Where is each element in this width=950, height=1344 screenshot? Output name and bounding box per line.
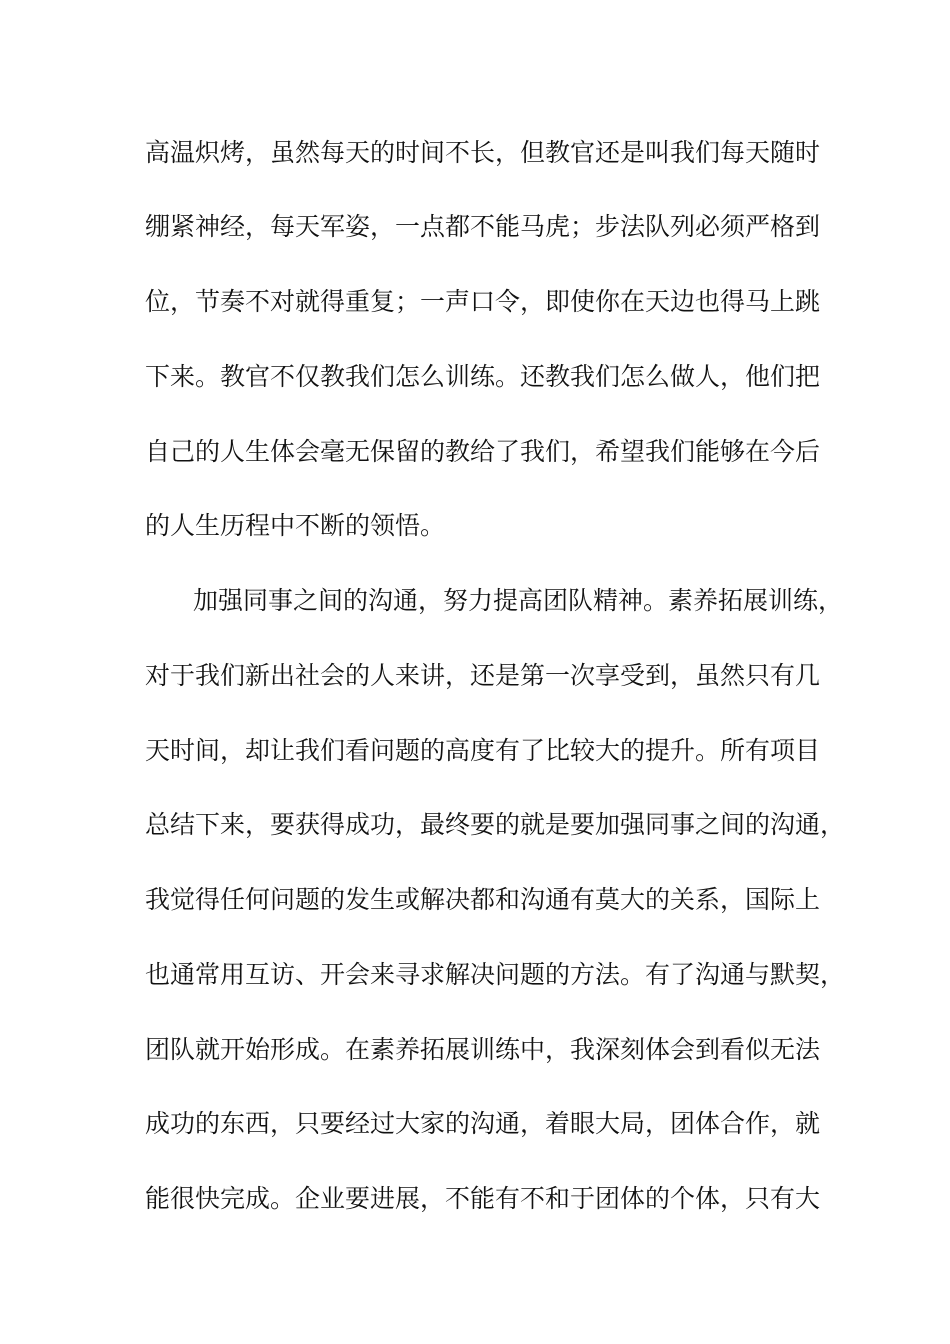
text-line: 的人生历程中不断的领悟。 [145,511,446,540]
text-line: 位，节奏不对就得重复；一声口令，即使你在天边也得马上跳 [145,287,821,316]
text-line: 能很快完成。企业要进展，不能有不和于团体的个体，只有大 [145,1184,821,1213]
text-line: 绷紧神经，每天军姿，一点都不能马虎；步法队列必须严格到 [145,212,821,241]
text-line: 高温炽烤，虽然每天的时间不长，但教官还是叫我们每天随时 [145,138,821,167]
text-line: 下来。教官不仅教我们怎么训练。还教我们怎么做人，他们把 [145,362,821,391]
text-line: 团队就开始形成。在素养拓展训练中，我深刻体会到看似无法 [145,1035,821,1064]
text-line: 天时间，却让我们看问题的高度有了比较大的提升。所有项目 [145,736,821,765]
text-line: 我觉得任何问题的发生或解决都和沟通有莫大的关系，国际上 [145,885,821,914]
text-line: 也通常用互访、开会来寻求解决问题的方法。有了沟通与默契， [145,960,846,989]
text-line: 总结下来，要获得成功，最终要的就是要加强同事之间的沟通， [145,810,846,839]
text-line: 成功的东西，只要经过大家的沟通，着眼大局，团体合作，就 [145,1109,821,1138]
paragraph-first-line: 加强同事之间的沟通，努力提高团队精神。素养拓展训练， [193,586,844,615]
text-line: 对于我们新出社会的人来讲，还是第一次享受到，虽然只有几 [145,661,821,690]
text-line: 自己的人生体会毫无保留的教给了我们，希望我们能够在今后 [145,437,821,466]
